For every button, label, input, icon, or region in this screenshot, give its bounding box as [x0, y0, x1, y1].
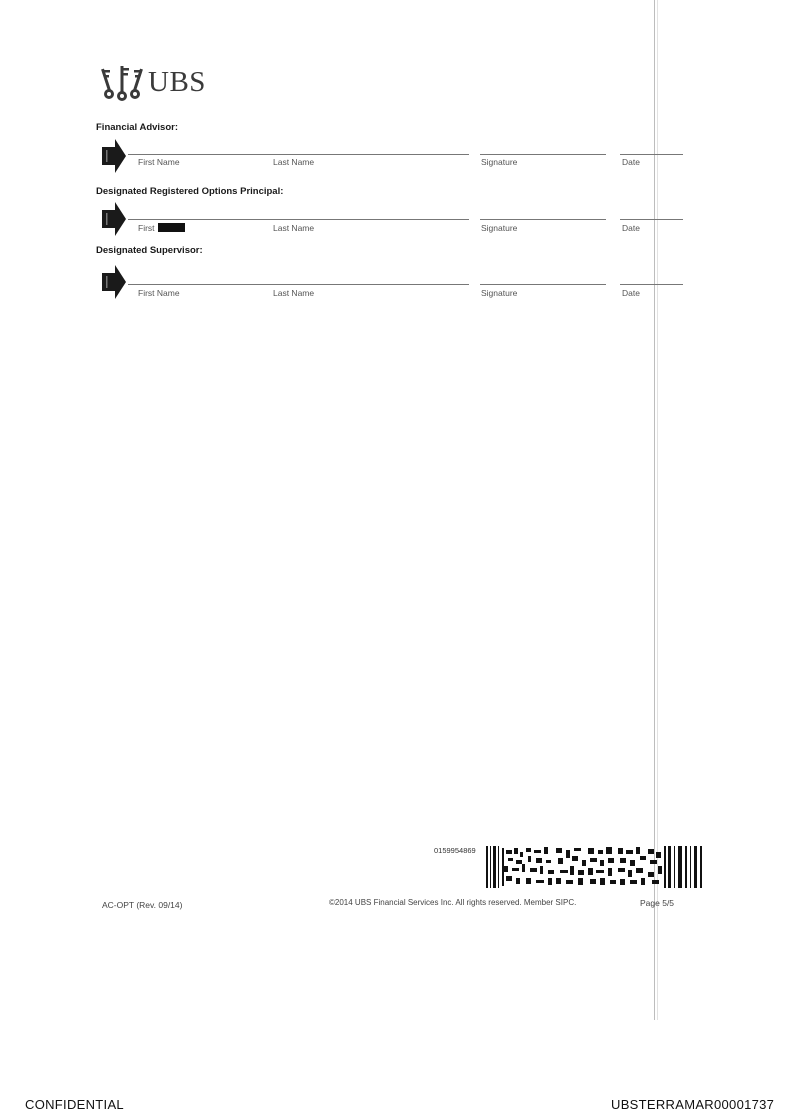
section-title-options-principal: Designated Registered Options Principal: [96, 186, 284, 197]
date-label: Date [622, 288, 640, 298]
sign-here-arrow-icon [102, 139, 126, 173]
date-label: Date [622, 157, 640, 167]
first-name-label [138, 223, 185, 233]
redaction-box [158, 223, 185, 232]
signature-line[interactable] [480, 219, 606, 220]
section-title-supervisor: Designated Supervisor: [96, 245, 203, 256]
ubs-logo [100, 62, 206, 102]
last-name-label: Last Name [273, 157, 315, 167]
copyright-notice: ©2014 UBS Financial Services Inc. All rights reserved. Member SIPC. [329, 898, 577, 907]
date-line[interactable] [620, 284, 683, 285]
last-name-label: Last Name [273, 223, 315, 233]
first-label-text: First [138, 223, 155, 233]
name-signature-line[interactable] [128, 284, 469, 285]
confidential-stamp: CONFIDENTIAL [25, 1097, 124, 1112]
signature-line[interactable] [480, 284, 606, 285]
barcode-number: 0159954869 [434, 846, 476, 855]
signature-label: Signature [481, 157, 518, 167]
page-number: Page 5/5 [640, 898, 675, 908]
sign-here-arrow-icon [102, 202, 126, 236]
date-line[interactable] [620, 219, 683, 220]
date-label: Date [622, 223, 640, 233]
first-name-label: First Name [138, 157, 180, 167]
signature-label: Signature [481, 223, 518, 233]
three-keys-icon [100, 62, 144, 102]
name-signature-line[interactable] [128, 219, 469, 220]
form-id: AC-OPT (Rev. 09/14) [102, 900, 183, 910]
signature-line[interactable] [480, 154, 606, 155]
last-name-label: Last Name [273, 288, 315, 298]
signature-label: Signature [481, 288, 518, 298]
section-title-financial-advisor: Financial Advisor: [96, 122, 178, 133]
barcode-graphic [486, 846, 704, 888]
date-line[interactable] [620, 154, 683, 155]
first-name-label: First Name [138, 288, 180, 298]
sign-here-arrow-icon [102, 265, 126, 299]
bates-number: UBSTERRAMAR00001737 [611, 1097, 775, 1112]
logo-wordmark: UBS [148, 65, 206, 98]
name-signature-line[interactable] [128, 154, 469, 155]
